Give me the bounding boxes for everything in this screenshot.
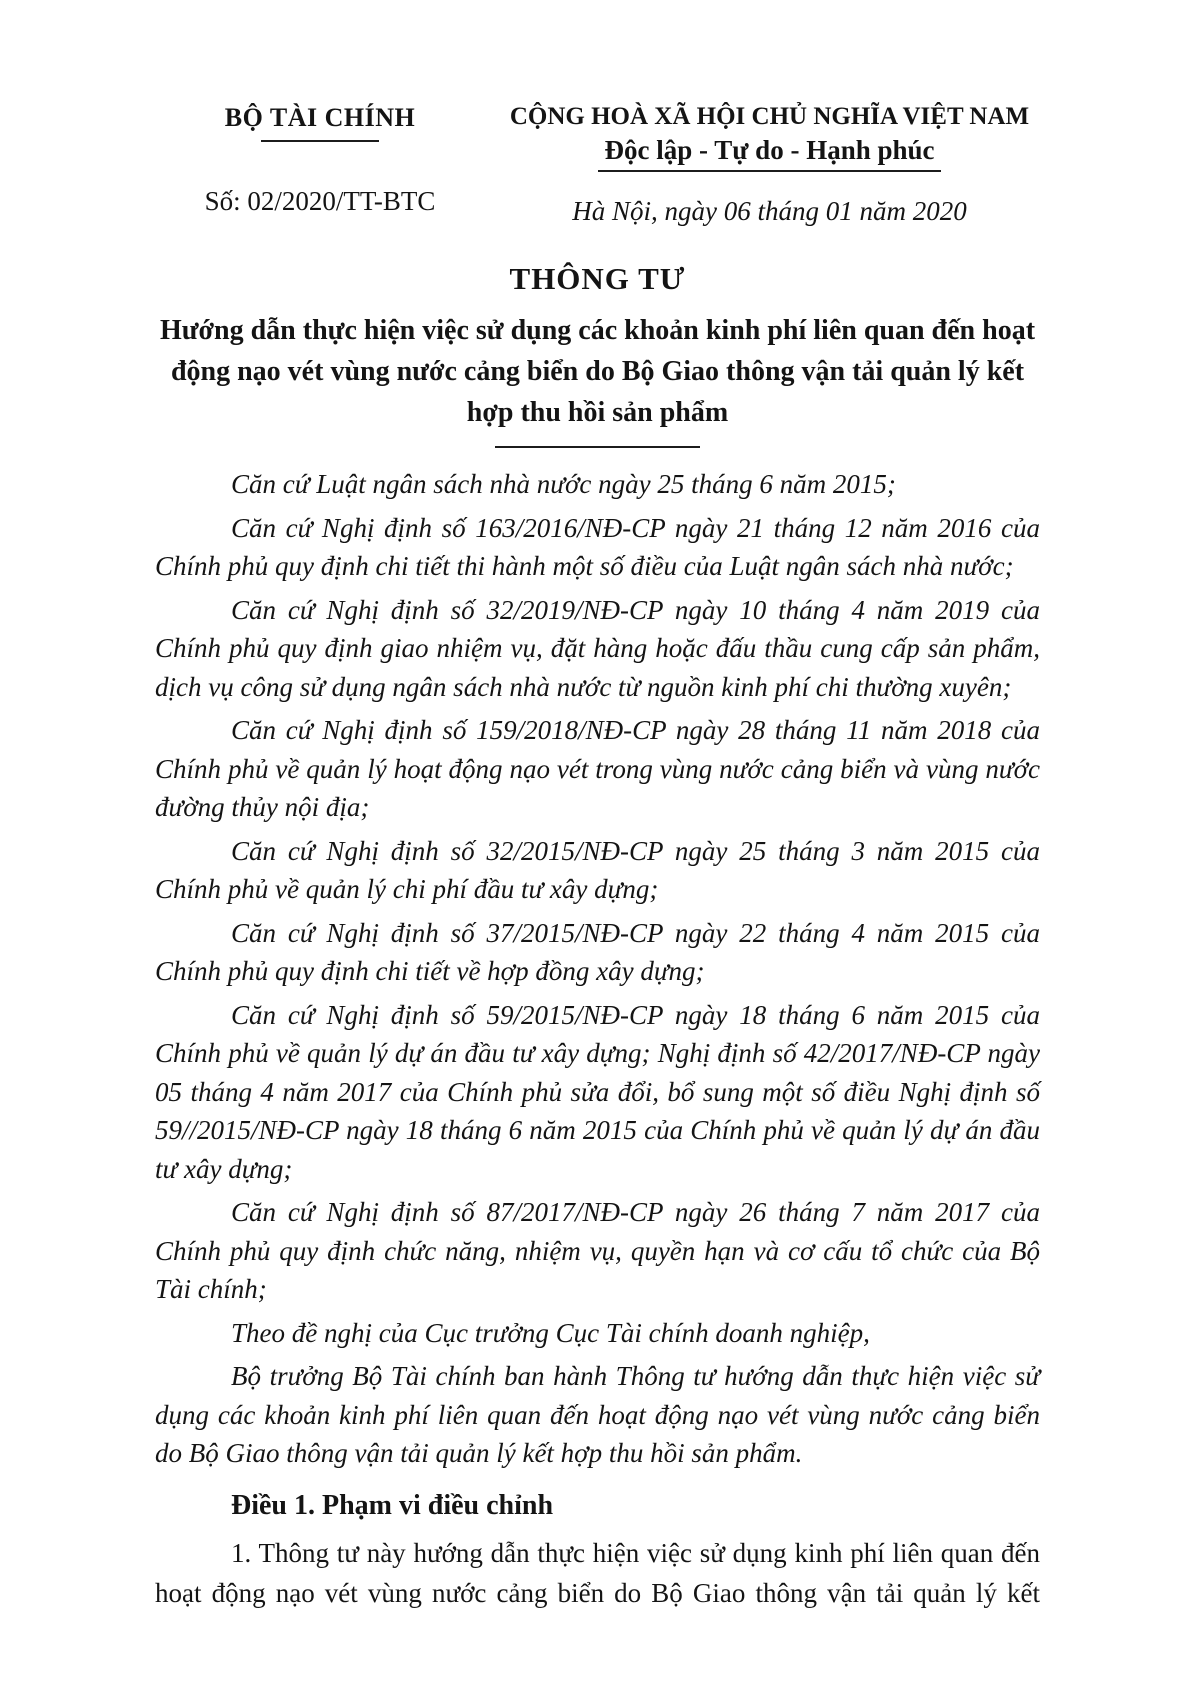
title-block bbox=[155, 261, 1040, 448]
recital-paragraph: Theo đề nghị của Cục trưởng Cục Tài chính doanh nghiệp, bbox=[231, 1317, 870, 1348]
document-subject-title: Hướng dẫn thực hiện việc sử dụng các khoản kinh phí liên quan đến hoạt động nạo vét vùng nước cảng biển do Bộ Giao thông vận tải quản lý kết hợp thu hồi sản phẩm bbox=[159, 315, 1036, 428]
agency-underline-rule bbox=[261, 140, 379, 142]
document-header bbox=[155, 103, 1040, 227]
recital-paragraph: Căn cứ Nghị định số 59/2015/NĐ-CP ngày 18 tháng 6 năm 2015 của Chính phủ về quản lý dự án đầu tư xây dựng; Nghị định số 42/2017/NĐ-CP ngày 05 tháng 4 năm 2017 của Chính phủ sửa đổi, bổ sung một số điều Nghị định số 59//2015/NĐ-CP ngày 18 tháng 6 năm 2015 của Chính phủ về quản lý dự án đầu tư xây dựng; bbox=[155, 999, 1040, 1184]
issuing-agency-name: BỘ TÀI CHÍNH bbox=[224, 103, 416, 132]
place-and-date: Hà Nội, ngày 06 tháng 01 năm 2020 bbox=[572, 196, 967, 226]
recital-paragraph: Căn cứ Nghị định số 163/2016/NĐ-CP ngày 21 tháng 12 năm 2016 của Chính phủ quy định chi tiết thi hành một số điều của Luật ngân sách nhà nước; bbox=[155, 512, 1040, 581]
recital-paragraph: Căn cứ Nghị định số 32/2019/NĐ-CP ngày 10 tháng 4 năm 2019 của Chính phủ quy định giao nhiệm vụ, đặt hàng hoặc đấu thầu cung cấp sản phẩm, dịch vụ công sử dụng ngân sách nhà nước từ nguồn kinh phí chi thường xuyên; bbox=[155, 594, 1040, 702]
national-motto: Độc lập - Tự do - Hạnh phúc bbox=[598, 134, 940, 172]
recital-paragraph: Căn cứ Nghị định số 159/2018/NĐ-CP ngày 28 tháng 11 năm 2018 của Chính phủ về quản lý hoạt động nạo vét trong vùng nước cảng biển và vùng nước đường thủy nội địa; bbox=[155, 715, 1040, 822]
article-1-paragraph: 1. Thông tư này hướng dẫn thực hiện việc sử dụng kinh phí liên quan đến hoạt động nạo vét vùng nước cảng biển do Bộ Giao thông vận tải quản lý kết bbox=[155, 1537, 1040, 1608]
recital-paragraph: Căn cứ Nghị định số 37/2015/NĐ-CP ngày 22 tháng 4 năm 2015 của Chính phủ quy định chi tiết về hợp đồng xây dựng; bbox=[155, 917, 1040, 986]
header-right-block bbox=[485, 103, 1040, 227]
national-title: CỘNG HOÀ XÃ HỘI CHỦ NGHĨA VIỆT NAM bbox=[509, 103, 1030, 130]
recital-paragraph: Bộ trưởng Bộ Tài chính ban hành Thông tư hướng dẫn thực hiện việc sử dụng các khoản kinh phí liên quan đến hoạt động nạo vét vùng nước cảng biển do Bộ Giao thông vận tải quản lý kết hợp thu hồi sản phẩm. bbox=[155, 1361, 1040, 1468]
header-left-block bbox=[155, 103, 485, 217]
document-number: Số: 02/2020/TT-BTC bbox=[204, 186, 436, 216]
recitals-section bbox=[155, 465, 1040, 1473]
article-1-heading: Điều 1. Phạm vi điều chỉnh bbox=[231, 1489, 554, 1521]
recital-paragraph: Căn cứ Luật ngân sách nhà nước ngày 25 tháng 6 năm 2015; bbox=[231, 469, 896, 499]
recital-paragraph: Căn cứ Nghị định số 87/2017/NĐ-CP ngày 26 tháng 7 năm 2017 của Chính phủ quy định chức năng, nhiệm vụ, quyền hạn và cơ cấu tổ chức của Bộ Tài chính; bbox=[155, 1197, 1040, 1304]
document-type-title: THÔNG TƯ bbox=[509, 261, 686, 296]
recital-paragraph: Căn cứ Nghị định số 32/2015/NĐ-CP ngày 25 tháng 3 năm 2015 của Chính phủ về quản lý chi phí đầu tư xây dựng; bbox=[155, 835, 1040, 904]
title-divider-rule bbox=[495, 446, 700, 448]
